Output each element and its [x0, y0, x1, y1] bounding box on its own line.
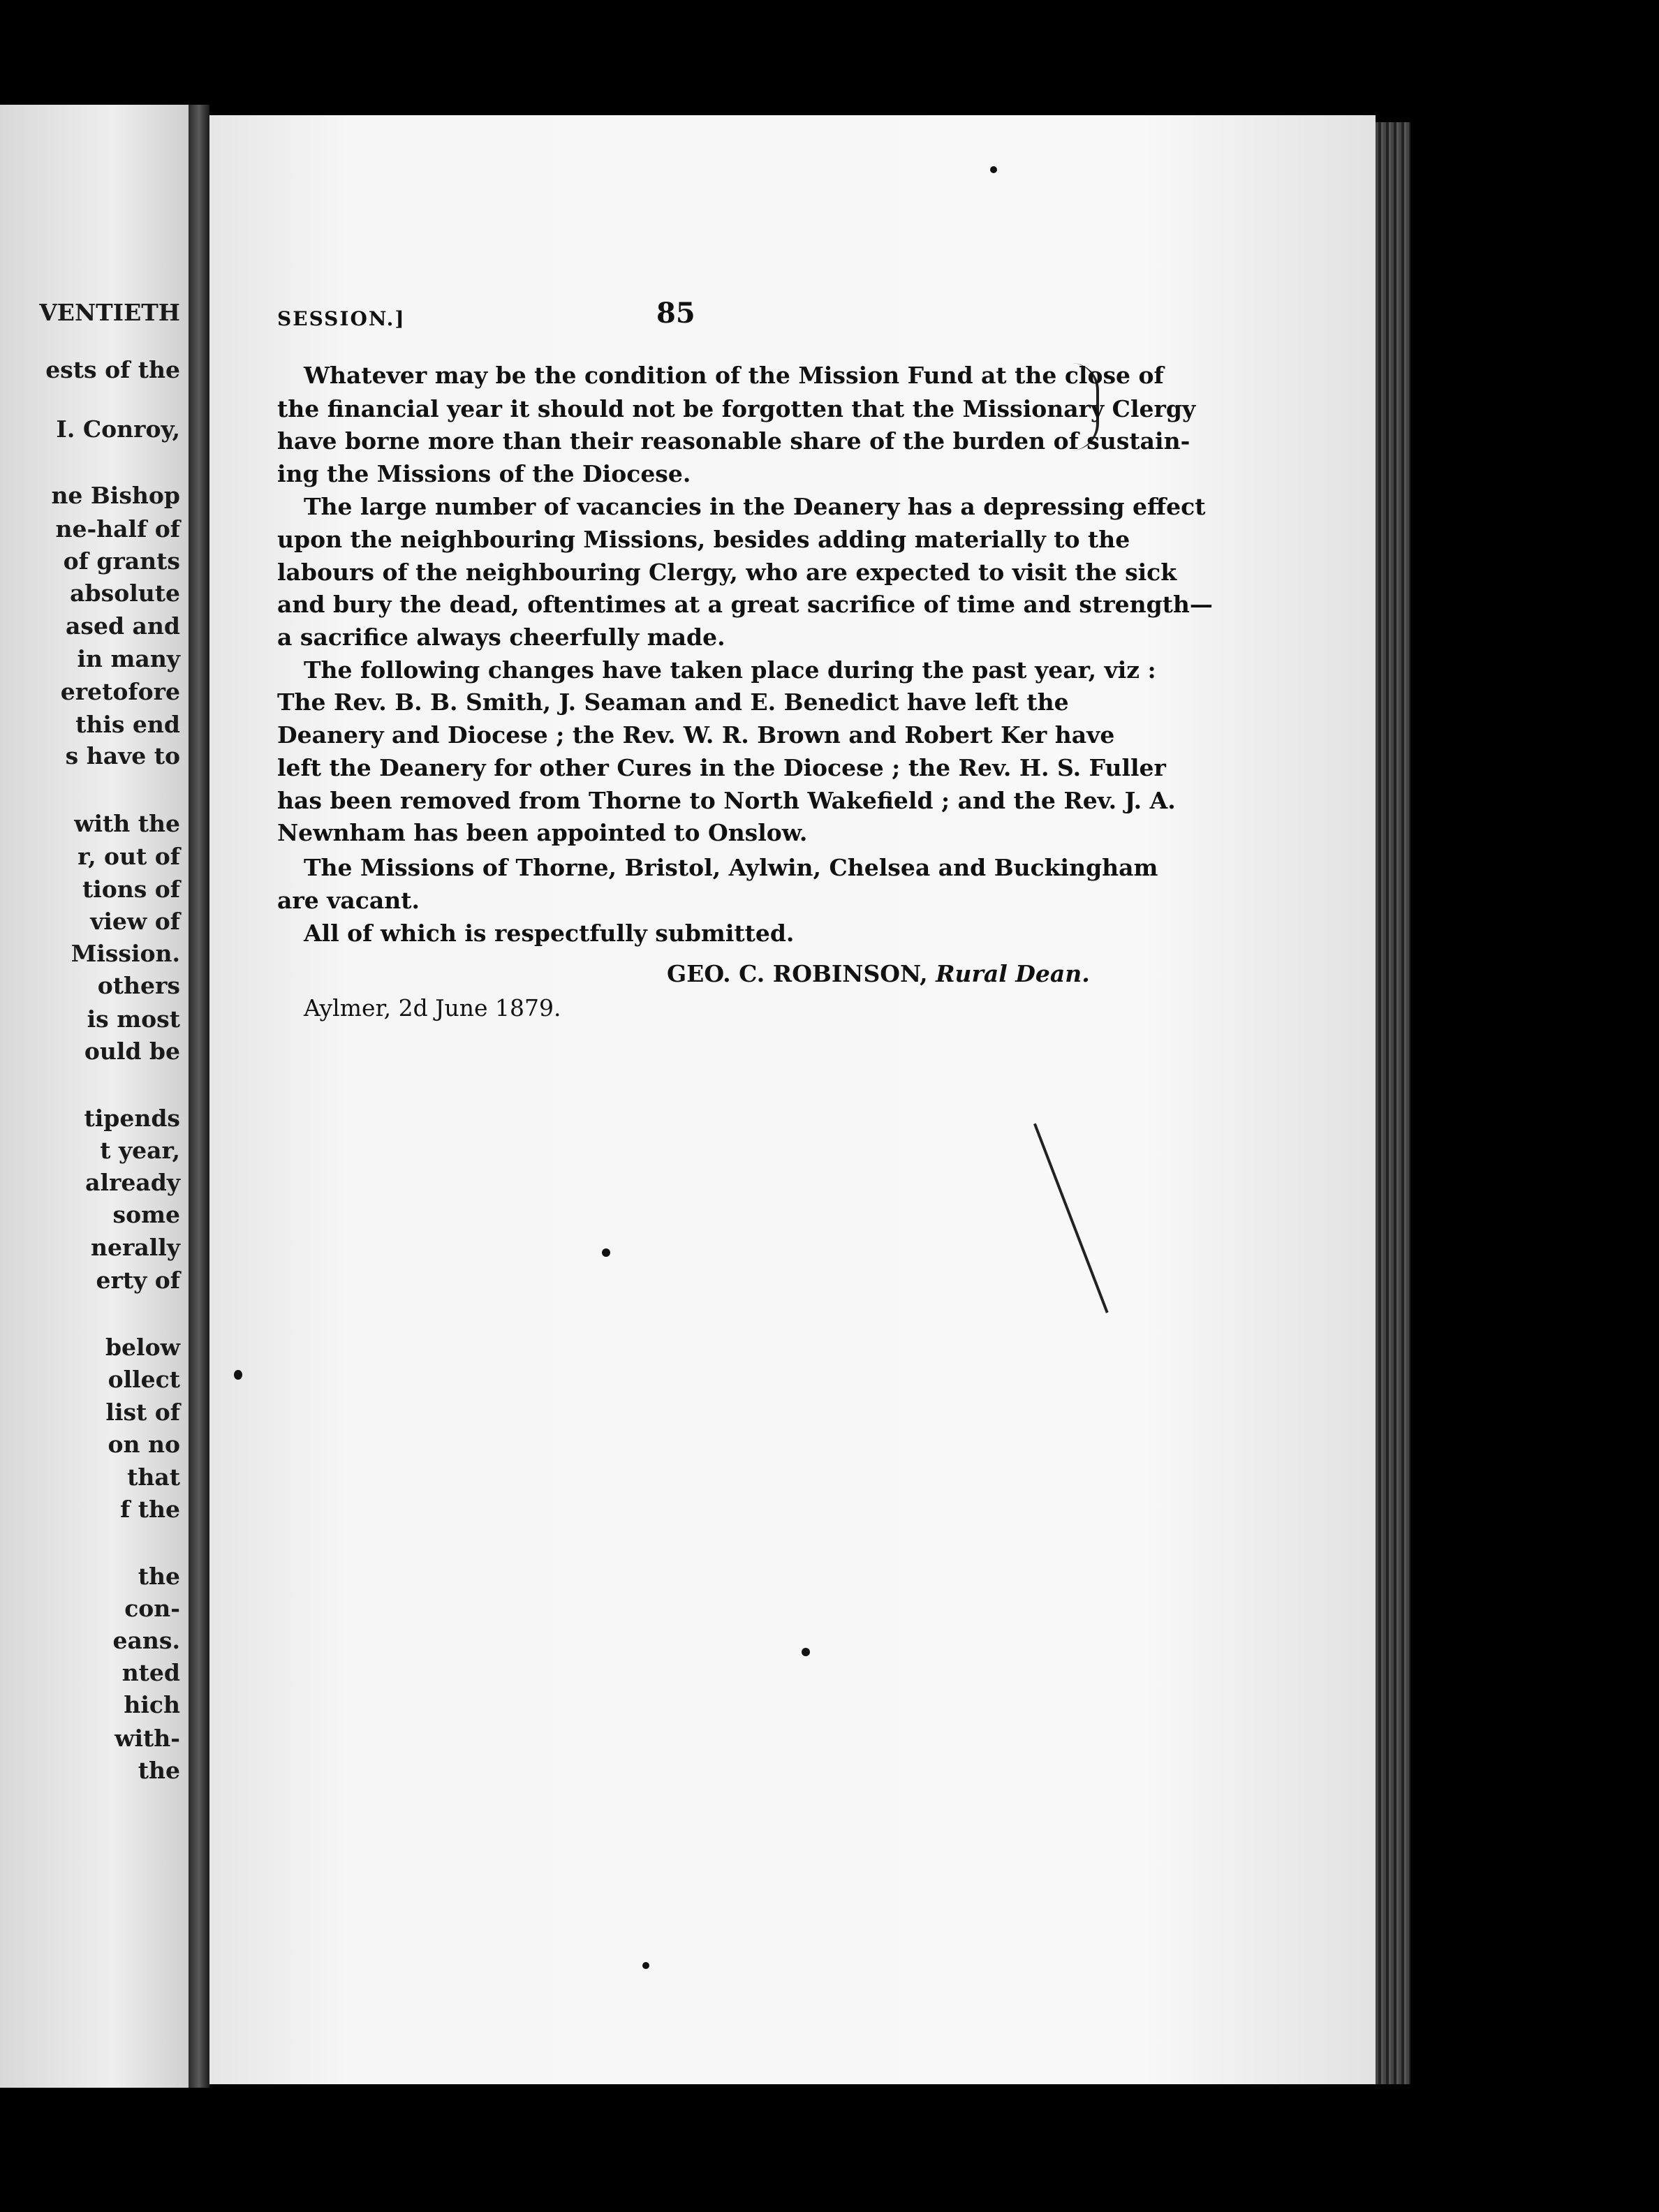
left-text-fragment: in many	[77, 645, 180, 672]
left-text-fragment: already	[85, 1169, 180, 1196]
ink-speck	[602, 1248, 610, 1257]
ink-speck	[642, 1962, 649, 1969]
signature-title: Rural Dean.	[936, 960, 1090, 987]
signature-name: GEO. C. ROBINSON,	[667, 960, 928, 987]
left-text-fragment: absolute	[70, 580, 180, 607]
body-line: has been removed from Thorne to North Wakefield ; and the Rev. J. A.	[277, 787, 1176, 814]
body-line: ing the Missions of the Diocese.	[277, 460, 691, 487]
left-text-fragment: of grants	[63, 547, 180, 575]
signature	[667, 960, 1090, 987]
body-line: All of which is respectfully submitted.	[304, 920, 795, 947]
left-text-fragment: with the	[74, 810, 180, 837]
left-text-fragment: tions of	[82, 876, 180, 903]
left-text-fragment: with-	[115, 1725, 180, 1752]
left-text-fragment: view of	[90, 908, 180, 935]
ink-speck	[802, 1648, 810, 1656]
left-text-fragment: list of	[105, 1399, 180, 1426]
body-line: are vacant.	[277, 887, 420, 914]
left-text-fragment: ased and	[66, 612, 180, 640]
dateline: Aylmer, 2d June 1879.	[304, 994, 561, 1022]
ink-speck	[234, 1370, 242, 1380]
left-text-fragment: ne-half of	[55, 515, 180, 543]
left-text-fragment: t year,	[100, 1137, 180, 1164]
page-number: 85	[656, 297, 695, 330]
left-text-fragment: hich	[124, 1691, 180, 1718]
left-text-fragment: f the	[120, 1496, 180, 1523]
ink-speck	[990, 166, 997, 173]
left-text-fragment: tipends	[84, 1105, 180, 1132]
body-line: a sacrifice always cheerfully made.	[277, 624, 725, 651]
left-text-fragment: nerally	[90, 1234, 180, 1261]
body-line: The large number of vacancies in the Deanery has a depressing effect	[304, 493, 1206, 520]
body-line: have borne more than their reasonable share of the burden of sustain-	[277, 427, 1190, 455]
book-gutter	[189, 105, 209, 2088]
left-text-fragment: some	[112, 1201, 180, 1228]
body-line: The Missions of Thorne, Bristol, Aylwin, Chelsea and Buckingham	[304, 854, 1158, 881]
body-line: upon the neighbouring Missions, besides adding materially to the	[277, 526, 1130, 553]
left-text-fragment: below	[105, 1334, 180, 1361]
left-text-fragment: on no	[108, 1431, 180, 1458]
left-text-fragment: ne Bishop	[51, 482, 180, 509]
body-line: The Rev. B. B. Smith, J. Seaman and E. Benedict have left the	[277, 688, 1069, 716]
left-text-fragment: is most	[87, 1005, 180, 1033]
left-text-fragment: ests of the	[45, 356, 180, 383]
left-text-fragment: Mission.	[71, 940, 180, 967]
left-text-fragment: others	[97, 972, 180, 999]
left-text-fragment: eretofore	[60, 678, 180, 705]
body-line: and bury the dead, oftentimes at a great sacrifice of time and strength—	[277, 591, 1213, 618]
left-text-fragment: that	[127, 1463, 180, 1491]
body-line: Whatever may be the condition of the Mission Fund at the close of	[304, 362, 1164, 389]
left-text-fragment: ollect	[108, 1366, 180, 1393]
body-line: The following changes have taken place during the past year, viz :	[304, 656, 1156, 684]
body-line: left the Deanery for other Cures in the Diocese ; the Rev. H. S. Fuller	[277, 754, 1166, 781]
body-line: labours of the neighbouring Clergy, who are expected to visit the sick	[277, 559, 1177, 586]
page-edges	[1376, 122, 1410, 2084]
body-line: Deanery and Diocese ; the Rev. W. R. Brown and Robert Ker have	[277, 721, 1115, 749]
left-text-fragment: I. Conroy,	[56, 415, 180, 443]
left-text-fragment: nted	[121, 1659, 180, 1686]
running-header: SESSION.]	[277, 307, 406, 330]
left-text-fragment: this end	[75, 711, 180, 738]
left-text-fragment: eans.	[112, 1627, 180, 1654]
left-text-fragment: con-	[124, 1595, 180, 1622]
left-text-fragment: s have to	[65, 742, 180, 769]
facing-page-fragment	[0, 105, 189, 2088]
body-line: the financial year it should not be forgotten that the Missionary Clergy	[277, 395, 1196, 422]
left-text-fragment: the	[138, 1563, 180, 1590]
left-text-fragment: r, out of	[78, 843, 180, 870]
left-text-fragment: ould be	[84, 1038, 180, 1065]
left-text-fragment: the	[138, 1757, 180, 1784]
left-text-fragment: VENTIETH	[39, 299, 180, 326]
body-line: Newnham has been appointed to Onslow.	[277, 819, 808, 846]
left-text-fragment: erty of	[96, 1267, 180, 1294]
